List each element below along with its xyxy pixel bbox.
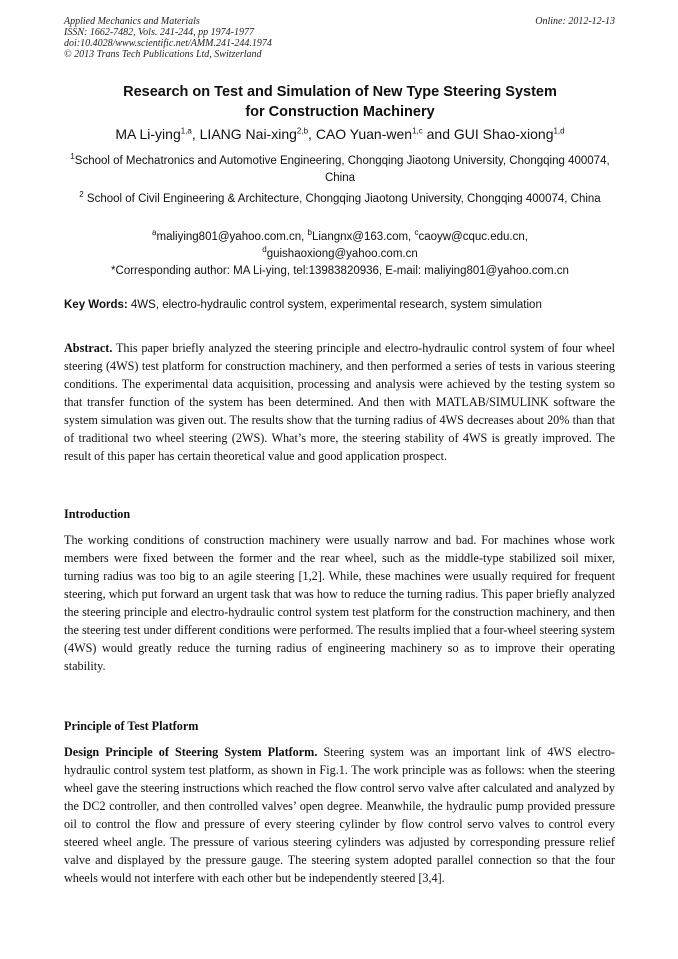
abstract-text: This paper briefly analyzed the steering principle and electro-hydraulic control system of four wheel steering (4WS) test platform for construction machinery, and then performed a series of tests in various steering conditions. The experimental data acquisition, processing and analysis were achieved by the testing system so that transfer function of the system has been determined. And then with MATLAB/SIMULINK software the system simulation was given out. The results show that the turning radius of 4WS decreases about 20% than that of traditional two wheel steering (2WS). What’s more, the steering stability of 4WS is greatly improved. The result of this paper has certain theoretical value and good application prospect. [64,341,615,463]
affiliation-text: School of Civil Engineering & Architecture, Chongqing Jiaotong University, Chongqing 400074, China [83,193,601,205]
paper-title [64,82,616,122]
email-b[interactable]: Liangnx@163.com, [311,231,415,243]
author-emails [64,229,616,263]
section-heading-introduction: Introduction [64,507,131,521]
section-heading-principle: Principle of Test Platform [64,719,199,733]
email-a[interactable]: maliying801@yahoo.com.cn, [156,231,308,243]
journal-copyright: © 2013 Trans Tech Publications Ltd, Switzerland [64,49,262,60]
affiliation-1 [64,153,616,187]
abstract [64,339,615,465]
journal-name: Applied Mechanics and Materials [64,16,200,27]
email-sup: c [414,228,419,238]
keywords-label: Key Words: [64,299,128,311]
author-name: MA Li-ying [115,126,181,142]
author-sup: 1,a [180,126,192,136]
journal-header [64,16,272,60]
author-list [64,124,616,144]
corresponding-author: *Corresponding author: MA Li-ying, tel:13983820936, E-mail: maliying801@yahoo.com.cn [111,265,569,277]
keywords-text: 4WS, electro-hydraulic control system, experimental research, system simulation [127,299,542,311]
affiliation-sup: 2 [79,190,84,200]
title-line-2: for Construction Machinery [245,104,435,120]
journal-doi: doi:10.4028/www.scientific.net/AMM.241-244.1974 [64,38,272,49]
author-name: CAO Yuan-wen [315,126,413,142]
principle-subheading: Design Principle of Steering System Platform. [64,745,318,759]
principle-paragraph [64,743,615,887]
author-sep: , [308,126,316,142]
email-d[interactable]: guishaoxiong@yahoo.com.cn [266,248,418,260]
email-c[interactable]: caoyw@cquc.edu.cn, [418,231,528,243]
email-sup: b [307,228,312,238]
author-sup: 2,b [296,126,309,136]
affiliation-2 [64,191,616,208]
online-date: Online: 2012-12-13 [535,16,615,27]
author-name: GUI Shao-xiong [453,126,554,142]
author-sup: 1,c [412,126,423,136]
email-sup: d [262,245,267,255]
affiliation-sup: 1 [70,152,75,162]
author-sup: 1,d [553,126,565,136]
email-sup: a [152,228,157,238]
abstract-label: Abstract. [64,341,113,355]
affiliation-text: School of Mechatronics and Automotive Engineering, Chongqing Jiaotong University, Chongqing 400074, China [74,155,610,184]
keywords [64,297,624,314]
journal-issn: ISSN: 1662-7482, Vols. 241-244, pp 1974-1977 [64,27,254,38]
title-line-1: Research on Test and Simulation of New Type Steering System [123,84,557,100]
introduction-paragraph: The working conditions of construction machinery were usually narrow and bad. For machines whose work members were fixed between the former and the rear wheel, such as the middle-type stabilized soil mixer, turning radius was too big to an agile steering [1,2]. While, these machines were usually required for frequent steering, which put forward an urgent task that was how to reduce the turning radius. This paper briefly analyzed the steering principle and electro-hydraulic control system test platform for the construction machinery, and then the steering test under different conditions were performed. The results implied that a four-wheel steering system (4WS) would greatly reduce the turning radius of engineering machinery so as to improve their operating stability. [64,533,615,673]
author-sep: , [191,126,200,142]
author-sep: and [422,126,454,142]
author-name: LIANG Nai-xing [199,126,297,142]
principle-text: Steering system was an important link of 4WS electro-hydraulic control system test platform, as shown in Fig.1. The work principle was as follows: when the steering wheel gave the steering instructions which reached the flow control servo valve after calculated and analyzed by the DC2 controller, and then controlled valves’ open degree. Meanwhile, the hydraulic pump provided pressure oil to control the flow and pressure of every steering cylinder by flow control servo valves to control every steered wheel angle. The pressure of various steering cylinders was adjusted by corresponding pressure relief valve and displayed by the pressure gauge. The steering system adopted parallel connection so that the four wheels would not interfere with each other but be independently steered [3,4]. [64,745,615,885]
